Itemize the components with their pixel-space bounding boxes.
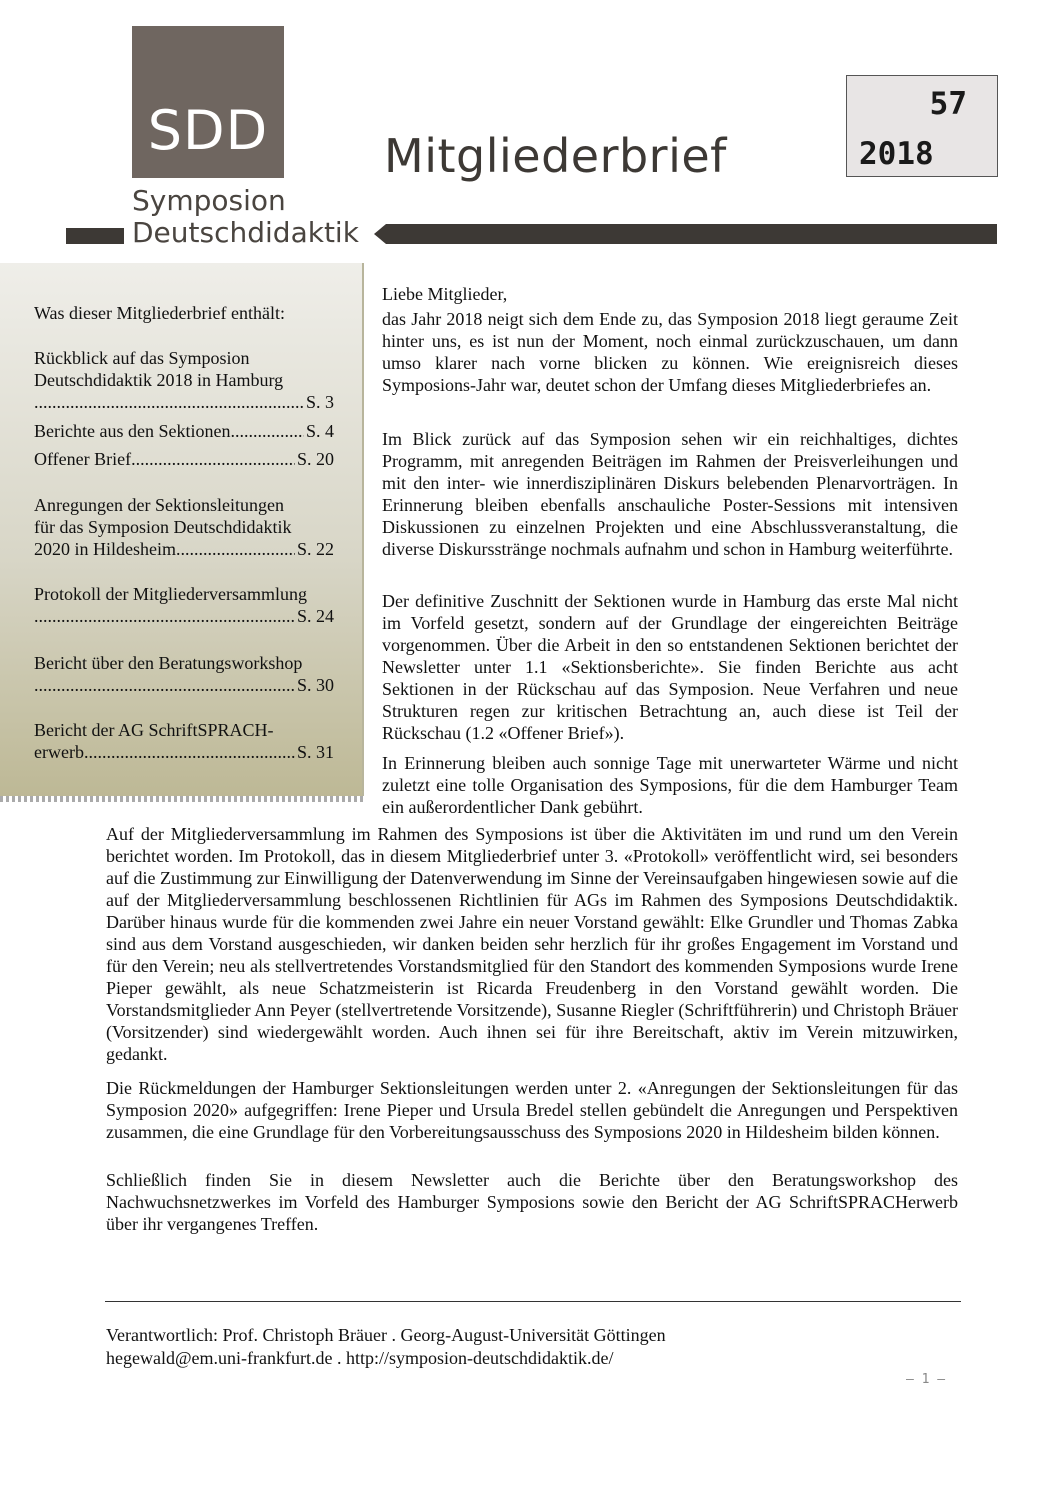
toc-entry-title: erwerb xyxy=(34,742,84,762)
toc-entry-line: für das Symposion Deutschdidaktik xyxy=(34,517,292,537)
toc-entry-page: S. 22 xyxy=(296,539,334,559)
letter-paragraph: In Erinnerung bleiben auch sonnige Tage mit unerwarteter Wärme und nicht zuletzt eine tolle Organisation des Symposions, für die dem Hamburger Team ein außerordentlicher Dank gebührt. xyxy=(382,753,958,817)
footer-contact: hegewald@em.uni-frankfurt.de . http://symposion-deutschdidaktik.de/ xyxy=(106,1348,614,1368)
letter-paragraph: Die Rückmeldungen der Hamburger Sektionsleitungen werden unter 2. «Anregungen der Sektionsleitungen für das Symposion 2020» aufgegriffen: Irene Pieper und Ursula Bredel stellen gebündelt die Anregungen und Perspektiven zusammen, die eine Grundlage für den Vorbereitungsausschuss des Symposions 2020 in Hildesheim bilden können. xyxy=(106,1078,958,1142)
toc-entry-page: S. 24 xyxy=(296,606,334,626)
issue-box xyxy=(846,75,998,177)
letter-salutation: Liebe Mitglieder, xyxy=(382,284,508,304)
letter-paragraph: Auf der Mitgliederversammlung im Rahmen des Symposions ist über die Aktivitäten im und rund um den Verein berichtet worden. Im Protokoll, das in diesem Mitgliederbrief unter 3. «Protokoll» veröffentlicht wird, sei besonders auf die Zustimmung zur Einwilligung der Datenverwendung im Sinne der Vereinsaufgaben hingewiesen sowie auf die auf der Mitgliederversammlung beschlossenen Richtlinien für AGs im Rahmen des Symposions Deutschdidaktik. Darüber hinaus wurde für die kommenden zwei Jahre ein neuer Vorstand gewählt: Elke Grundler und Thomas Zabka sind aus dem Vorstand ausgeschieden, wir danken beiden sehr herzlich für ihr großes Engagement im Vorstand und für den Verein; neu als stellvertretendes Vorstandsmitglied für den Standort des kommenden Symposions wurde Irene Pieper gewählt, als neue Schatzmeisterin ist Ricarda Freudenberg in den Vorstand gewählt worden. Die Vorstandsmitglieder Ann Peyer (stellvertretende Vorsitzende), Susanne Riegler (Schriftführerin) und Christoph Bräuer (Vorsitzender) sind wiedergewählt worden. Auch ihnen sei für ihre Bereitschaft, aktiv im Verein mitzuwirken, gedankt. xyxy=(106,824,958,1064)
toc-entry-page: S. 31 xyxy=(296,742,334,762)
footer-divider xyxy=(105,1301,961,1302)
toc-entry-line: Bericht der AG SchriftSPRACH- xyxy=(34,720,274,740)
toc-leader xyxy=(34,674,295,696)
header-bar-left xyxy=(66,228,124,244)
toc-entry-page: S. 4 xyxy=(305,421,334,441)
logo-name-line2: Deutschdidaktik xyxy=(132,216,359,249)
letter-paragraph: Der definitive Zuschnitt der Sektionen wurde in Hamburg das erste Mal nicht im Vorfeld gesetzt, sondern auf der Grundlage der eingereichten Beiträge vorgenommen. Über die Arbeit in den so entstandenen Sektionen berichtet der Newsletter unter 1.1 «Sektionsberichte». Sie finden Berichte aus acht Sektionen in der Rückschau auf das Symposion. Neue Verfahren und neue Strukturen regen zur kritischen Betrachtung an, auch diese ist Teil der Rückschau (1.2 «Offener Brief»). xyxy=(382,591,958,743)
letter-paragraph: das Jahr 2018 neigt sich dem Ende zu, das Symposion 2018 liegt geraume Zeit hinter uns, es ist nun der Moment, noch einmal zurückzuschauen, um dann umso klarer nach vorne blicken zu können. Wie ereignisreich dieses Symposions-Jahr war, deutet schon der Umfang dieses Mitgliederbriefes an. xyxy=(382,309,958,395)
toc-heading: Was dieser Mitgliederbrief enthält: xyxy=(34,303,285,323)
toc-entry-page: S. 3 xyxy=(305,392,334,412)
toc-entry-line: Deutschdidaktik 2018 in Hamburg xyxy=(34,370,284,390)
footer-responsible: Verantwortlich: Prof. Christoph Bräuer . Georg-August-Universität Göttingen xyxy=(106,1325,666,1345)
toc-leader xyxy=(230,420,304,442)
toc-entry xyxy=(34,448,334,470)
toc-entry-title: Offener Brief xyxy=(34,449,132,469)
toc-entry xyxy=(34,347,334,413)
toc-leader xyxy=(176,538,295,560)
toc-entry xyxy=(34,719,334,763)
page-title: Mitgliederbrief xyxy=(384,129,727,183)
toc-bottom-border xyxy=(0,796,364,802)
toc-leader xyxy=(84,741,295,763)
header-bar-right xyxy=(374,224,997,244)
toc-leader xyxy=(34,391,304,413)
toc-entry-line: Bericht über den Beratungsworkshop xyxy=(34,653,303,673)
table-of-contents xyxy=(0,263,364,798)
toc-entry xyxy=(34,420,334,442)
logo-name-line1: Symposion xyxy=(132,184,286,217)
toc-leader xyxy=(34,605,295,627)
toc-entry-title: Berichte aus den Sektionen xyxy=(34,421,231,441)
toc-entry-page: S. 30 xyxy=(296,675,334,695)
page-number: – 1 – xyxy=(906,1372,946,1387)
toc-entry-line: Rückblick auf das Symposion xyxy=(34,348,250,368)
issue-year: 2018 xyxy=(859,136,934,172)
toc-entry xyxy=(34,583,334,627)
toc-entry-line: Protokoll der Mitgliederversammlung xyxy=(34,584,307,604)
sdd-logo xyxy=(132,26,284,178)
toc-entry-page: S. 20 xyxy=(296,449,334,469)
logo-letters: SDD xyxy=(147,99,269,162)
toc-entry-title: 2020 in Hildesheim xyxy=(34,539,176,559)
toc-entry-line: Anregungen der Sektionsleitungen xyxy=(34,495,284,515)
issue-number: 57 xyxy=(929,86,967,122)
toc-entry xyxy=(34,494,334,560)
letter-paragraph: Schließlich finden Sie in diesem Newsletter auch die Berichte über den Beratungsworkshop des Nachwuchsnetzwerkes im Vorfeld des Hamburger Symposions sowie den Bericht der AG SchriftSPRACHerwerb über ihr vergangenes Treffen. xyxy=(106,1170,958,1234)
letter-paragraph: Im Blick zurück auf das Symposion sehen wir ein reichhaltiges, dichtes Programm, mit anregenden Beiträgen im Rahmen der Preisverleihungen und mit den inter- wie innerdisziplinären Diskurs belebenden Plenarvorträgen. In Erinnerung bleiben ebenfalls anschauliche Poster-Sessions mit intensiven Diskussionen zu einzelnen Projekten und eine Abschlussveranstaltung, die diverse Diskursstränge nochmals aufnahm und schon in Hamburg weiterführte. xyxy=(382,429,958,559)
toc-entry xyxy=(34,652,334,696)
toc-leader xyxy=(131,448,295,470)
